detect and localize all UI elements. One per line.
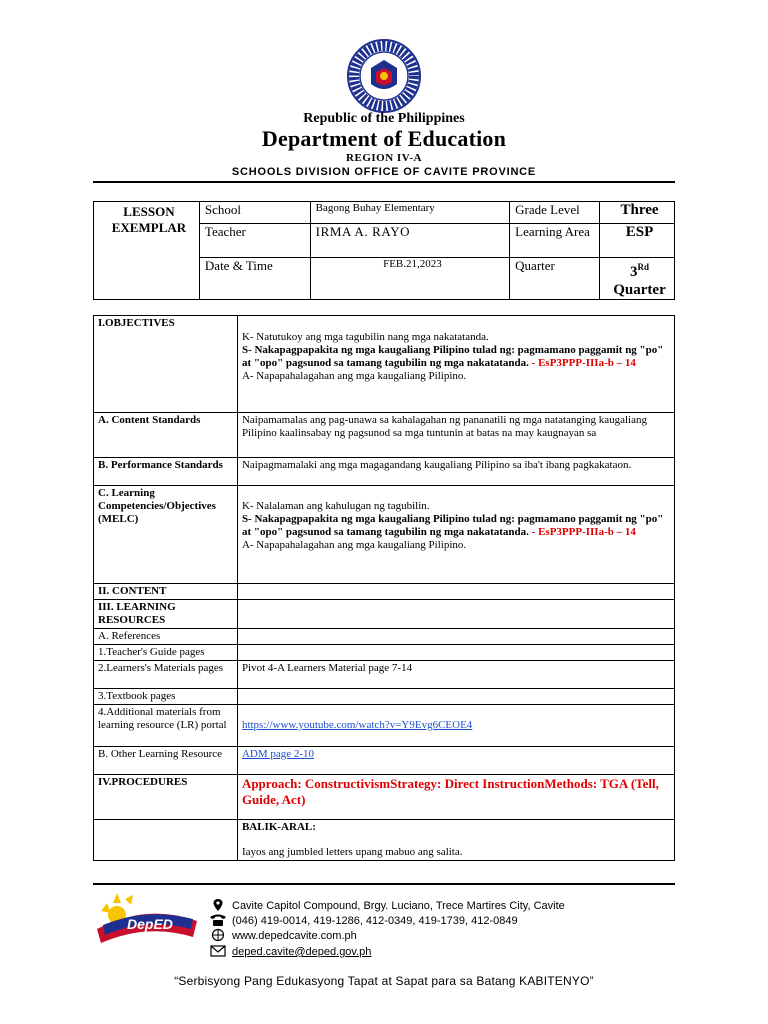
learning-area-label: Learning Area [510, 224, 600, 258]
teachers-guide-label: 1.Teacher's Guide pages [94, 645, 238, 661]
balik-aral-text: Iayos ang jumbled letters upang mabuo ang salita. [241, 846, 463, 858]
date-time-label: Date & Time [199, 258, 310, 300]
melc-label: C. Learning Competencies/Objectives (MELC) [94, 486, 238, 584]
content-label: II. CONTENT [94, 584, 238, 600]
additional-materials-value [237, 705, 674, 747]
performance-standards-value: Naipagmamalaki ang mga magagandang kaugaliang Pilipino sa iba't ibang pagkakataon. [237, 458, 674, 486]
teacher-label: Teacher [199, 224, 310, 258]
motto-text: “Serbisyong Pang Edukasyong Tapat at Sapat para sa Batang KABITENYO” [174, 974, 594, 988]
teacher-value: IRMA A. RAYO [310, 224, 510, 258]
objective-code: - EsP3PPP-IIIa-b – 14 [528, 357, 636, 369]
other-resource-value [237, 747, 674, 775]
learning-area-value: ESP [600, 224, 675, 258]
quarter-suffix: Rd [637, 262, 650, 272]
quarter-value [600, 258, 675, 300]
balik-aral-title: BALIK-ARAL: [241, 821, 316, 833]
website-text: www.depedcavite.com.ph [232, 930, 357, 942]
textbook-pages-label: 3.Textbook pages [94, 689, 238, 705]
email-icon [208, 944, 228, 958]
grade-value: Three [600, 202, 675, 224]
quarter-word: Quarter [613, 282, 666, 298]
references-value [237, 629, 674, 645]
header-divider [93, 181, 675, 183]
department-title: Department of Education [261, 126, 507, 151]
balik-aral-label-cell [94, 820, 238, 861]
content-value [237, 584, 674, 600]
grade-label: Grade Level [510, 202, 600, 224]
content-standards-value: Naipamamalas ang pag-unawa sa kahalagahan ng pananatili ng mga natatanging kaugaliang Pilipino kaalinsabay ng pagsunod sa mga tuntunin at batas na may kaugnayan sa [237, 413, 674, 458]
melc-content [237, 486, 674, 584]
school-label: School [199, 202, 310, 224]
deped-seal-logo [346, 38, 422, 114]
region-title: REGION IV-A [346, 152, 422, 164]
melc-a: A- Napapahalagahan ang mga kaugaliang Pilipino. [241, 539, 467, 551]
logo-text: DepED [127, 916, 173, 932]
youtube-link[interactable]: https://www.youtube.com/watch?v=Y9Evg6CEOE4 [241, 719, 473, 731]
other-resource-label: B. Other Learning Resource [94, 747, 238, 775]
procedures-value: Approach: ConstructivismStrategy: Direct InstructionMethods: TGA (Tell, Guide, Act) [237, 775, 674, 820]
learning-resources-label: III. LEARNING RESOURCES [94, 600, 238, 629]
textbook-pages-value [237, 689, 674, 705]
melc-k: K- Nalalaman ang kahulugan ng tagubilin. [241, 500, 430, 512]
objective-k: K- Natutukoy ang mga tagubilin nang mga nakatatanda. [241, 331, 489, 343]
lesson-plan-table [93, 315, 675, 861]
web-icon [208, 928, 228, 942]
content-standards-label: A. Content Standards [94, 413, 238, 458]
melc-s-text: S- Nakapagpapakita ng mga kaugaliang Pilipino tulad ng: pagmamano paggamit ng "po" at "opo" pagsunod sa tamang tagubilin ng mga nakatatanda. [241, 513, 664, 538]
lesson-exemplar-label: LESSON EXEMPLAR [94, 202, 200, 300]
quarter-label: Quarter [510, 258, 600, 300]
objectives-content [237, 316, 674, 413]
date-time-value: FEB.21,2023 [310, 258, 510, 300]
objective-s-text: S- Nakapagpapakita ng mga kaugaliang Pilipino tulad ng: pagmamano paggamit ng "po" at "opo" pagsunod sa tamang tagubilin ng mga nakatatanda. [241, 344, 664, 369]
adm-link[interactable]: ADM page 2-10 [241, 748, 315, 760]
melc-code: - EsP3PPP-IIIa-b – 14 [528, 526, 636, 538]
email-text[interactable]: deped.cavite@deped.gov.ph [232, 946, 372, 958]
lesson-info-table [93, 201, 675, 300]
learners-materials-label: 2.Learners's Materials pages [94, 661, 238, 689]
objectives-label: I.OBJECTIVES [94, 316, 238, 413]
melc-s [242, 513, 671, 539]
balik-aral-content [237, 820, 674, 861]
address-text: Cavite Capitol Compound, Brgy. Luciano, Trece Martires City, Cavite [232, 900, 565, 912]
school-value: Bagong Buhay Elementary [310, 202, 510, 224]
location-icon [208, 898, 228, 912]
learning-resources-value [237, 600, 674, 629]
performance-standards-label: B. Performance Standards [94, 458, 238, 486]
republic-title: Republic of the Philippines [303, 111, 465, 126]
phone-text: (046) 419-0014, 419-1286, 412-0349, 419-1739, 412-0849 [232, 915, 518, 927]
additional-materials-label: 4.Additional materials from learning resource (LR) portal [94, 705, 238, 747]
teachers-guide-value [237, 645, 674, 661]
learners-materials-value: Pivot 4-A Learners Material page 7-14 [237, 661, 674, 689]
footer-divider [93, 883, 675, 885]
objective-s [242, 344, 671, 370]
phone-icon [208, 913, 228, 927]
procedures-label: IV.PROCEDURES [94, 775, 238, 820]
quarter-number: 3 [630, 264, 638, 280]
objective-a: A- Napapahalagahan ang mga kaugaliang Pilipino. [241, 370, 467, 382]
logo-sub-text: CAVITE [149, 938, 174, 945]
deped-cavite-logo [93, 893, 201, 951]
division-title: SCHOOLS DIVISION OFFICE OF CAVITE PROVINCE [231, 166, 537, 178]
references-label: A. References [94, 629, 238, 645]
